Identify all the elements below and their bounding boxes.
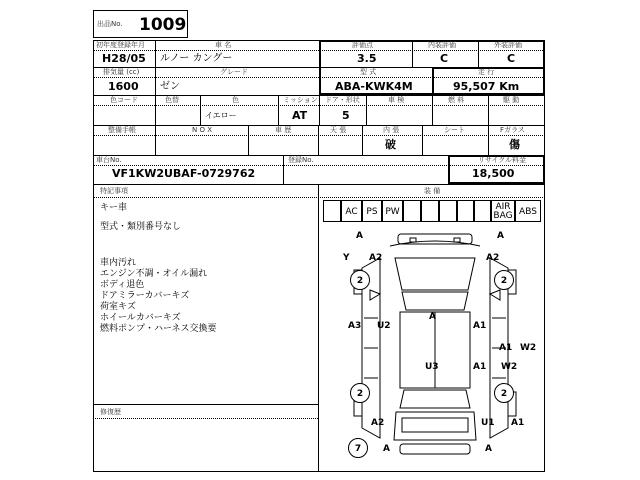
label-score: 評価点	[352, 41, 373, 49]
v-r4-a	[155, 125, 156, 155]
v-r4-d	[362, 125, 363, 155]
v-r3-a	[155, 95, 156, 125]
value-displacement: 1600	[108, 80, 139, 93]
label-interior: 内装評価	[428, 41, 456, 49]
v-r5-b	[448, 155, 449, 184]
value-model: ABA-KWK4M	[335, 80, 413, 93]
v-r3-b	[200, 95, 201, 125]
equipment-cell	[474, 200, 491, 222]
note-line: 車内汚れ	[100, 258, 137, 268]
label-color: 色	[232, 96, 239, 104]
label-displacement: 排気量 (cc)	[103, 68, 140, 76]
damage-mark: A1	[473, 321, 487, 331]
value-color: イエロー	[205, 111, 237, 120]
value-mileage: 95,507 Km	[453, 80, 520, 93]
v-r1-d	[478, 40, 479, 67]
v-r5-a	[283, 155, 284, 184]
damage-mark: A1	[511, 418, 525, 428]
damage-circle: 2	[494, 270, 514, 290]
label-color-change: 色替	[165, 96, 179, 104]
damage-mark: W2	[501, 362, 518, 372]
v-r3-d	[319, 95, 320, 125]
v-r4-b	[248, 125, 249, 155]
v-r1-a	[155, 40, 156, 67]
label-history: 車 歴	[275, 126, 292, 134]
label-car-name: 車 名	[215, 41, 232, 49]
label-reg-no: 登録No.	[288, 156, 314, 164]
damage-mark: U1	[481, 418, 495, 428]
equipment-cell-ac: AC	[341, 200, 362, 222]
label-nox: N O X	[192, 126, 212, 134]
damage-mark: Y	[343, 253, 350, 263]
label-vin: 車台No.	[96, 156, 122, 164]
value-grade: ゼン	[160, 81, 180, 92]
label-sunroof: 天 張	[330, 126, 347, 134]
rule-r4-mid	[93, 135, 545, 136]
value-first-reg: H28/05	[102, 52, 146, 65]
label-recycle: リサイクル料金	[478, 156, 527, 164]
label-first-reg: 初年度登録年月	[96, 41, 145, 49]
damage-mark: A	[383, 444, 390, 454]
repair-history-title: 修復歴	[100, 408, 121, 416]
label-manual: 整備手帳	[108, 126, 136, 134]
value-recycle: 18,500	[472, 167, 515, 180]
equipment-cell-airbag: AIR BAG	[491, 200, 515, 222]
damage-mark: A2	[486, 253, 500, 263]
v-r4-e	[422, 125, 423, 155]
rule-r3-end	[93, 125, 545, 126]
label-mileage: 走 行	[478, 68, 495, 76]
damage-mark: A2	[371, 418, 385, 428]
v-r2-c	[432, 67, 433, 95]
v-r4-c	[318, 125, 319, 155]
equipment-cell-pw: PW	[382, 200, 403, 222]
damage-circle: 7	[348, 438, 368, 458]
notes-title: 特記事項	[100, 187, 128, 195]
value-car-name: ルノー カングー	[160, 53, 233, 64]
label-exterior: 外装評価	[494, 41, 522, 49]
v-r4-f	[488, 125, 489, 155]
value-score: 3.5	[357, 52, 377, 65]
equipment-cell	[439, 200, 457, 222]
label-doors: ドア・形状	[325, 96, 360, 104]
note-line: 荷室キズ	[100, 302, 136, 312]
lot-number-box	[93, 10, 188, 38]
note-line: ホイールカバーキズ	[100, 313, 181, 323]
lot-number-label: 出品No.	[97, 20, 123, 28]
rule-sec-title	[93, 197, 545, 198]
v-r2-b	[319, 67, 320, 95]
value-interior-trim: 破	[385, 138, 396, 151]
note-line: 型式・類別番号なし	[100, 222, 182, 232]
value-interior: C	[440, 52, 449, 65]
value-vin: VF1KW2UBAF-0729762	[112, 167, 256, 180]
value-transmission: AT	[292, 109, 308, 122]
label-interior-trim: 内 張	[383, 126, 400, 134]
damage-mark: A	[429, 312, 436, 322]
v-r3-g	[488, 95, 489, 125]
damage-circle: 2	[494, 383, 514, 403]
damage-circle: 2	[350, 383, 370, 403]
equipment-cell	[323, 200, 341, 222]
label-model: 型 式	[360, 68, 377, 76]
label-seat: シート	[444, 126, 465, 134]
equipment-cell-ps: PS	[362, 200, 382, 222]
damage-mark: U3	[425, 362, 439, 372]
damage-mark: A	[497, 231, 504, 241]
v-r1-b	[319, 40, 320, 67]
note-line: キー車	[100, 203, 128, 213]
note-line: ドアミラーカバーキズ	[100, 291, 190, 301]
label-color-code: 色コード	[110, 96, 138, 104]
equipment-cell	[403, 200, 421, 222]
v-r1-c	[412, 40, 413, 67]
label-transmission: ミッション	[283, 96, 318, 104]
value-doors: 5	[342, 109, 350, 122]
rule-r5-end	[93, 184, 545, 185]
label-fuel: 燃 料	[448, 96, 465, 104]
rule-repair	[93, 404, 318, 405]
lot-number-value: 1009	[139, 15, 187, 35]
label-f-glass: Fガラス	[500, 126, 525, 134]
rule-repair-mid	[93, 418, 318, 419]
damage-mark: A3	[348, 321, 362, 331]
equipment-cell	[421, 200, 439, 222]
v-notes-split	[318, 184, 319, 472]
equipment-cell-abs: ABS	[515, 200, 541, 222]
equipment-title: 装 備	[424, 187, 441, 195]
damage-mark: A	[485, 444, 492, 454]
damage-mark: U2	[377, 321, 391, 331]
damage-mark: A	[356, 231, 363, 241]
label-drive: 駆 動	[503, 96, 520, 104]
damage-mark: A2	[369, 253, 383, 263]
value-f-glass: 傷	[509, 138, 520, 151]
damage-mark: A1	[499, 343, 513, 353]
v-r3-e	[366, 95, 367, 125]
v-r3-c	[278, 95, 279, 125]
note-line: エンジン不調・オイル漏れ	[100, 269, 208, 279]
label-grade: グレード	[220, 68, 248, 76]
damage-mark: W2	[520, 343, 537, 353]
value-exterior: C	[507, 52, 516, 65]
damage-circle: 2	[350, 270, 370, 290]
note-line: ボディ退色	[100, 280, 145, 290]
v-r2-a	[155, 67, 156, 95]
note-line: 燃料ポンプ・ハーネス交換要	[100, 324, 217, 334]
damage-mark: A1	[473, 362, 487, 372]
v-r3-f	[432, 95, 433, 125]
label-inspection: 車 検	[388, 96, 405, 104]
equipment-cell	[457, 200, 474, 222]
